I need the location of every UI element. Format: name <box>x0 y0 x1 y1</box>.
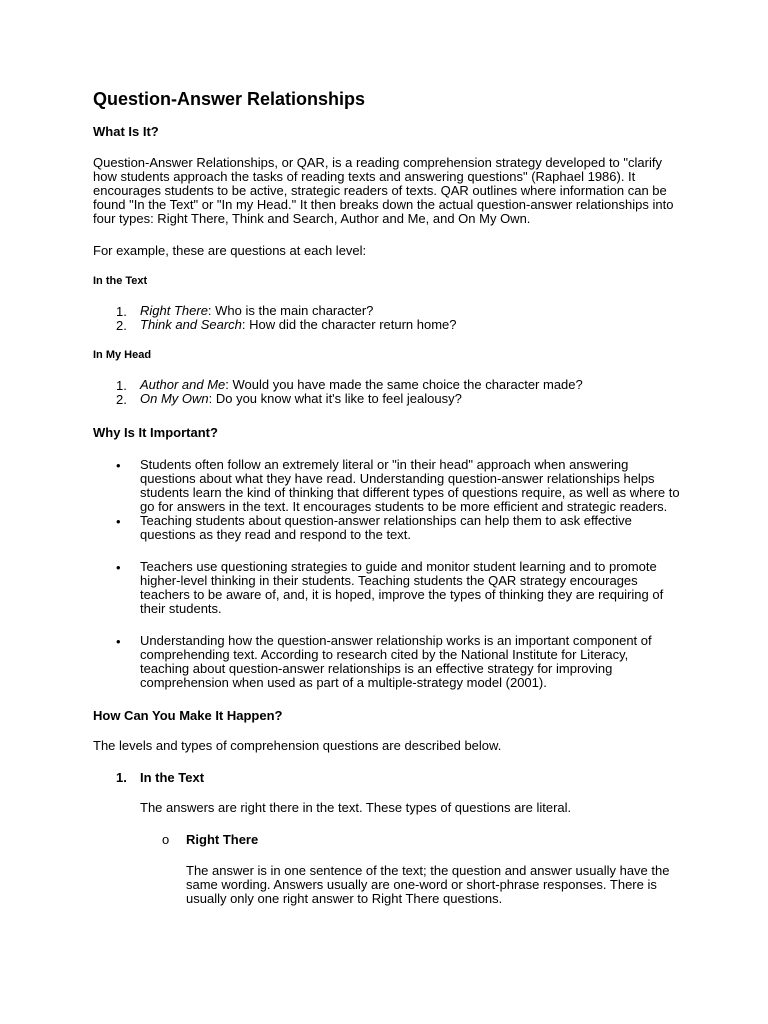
list-item-text: : How did the character return home? <box>241 317 457 332</box>
list-item-text: : Do you know what it's like to feel jealousy? <box>208 391 462 406</box>
section-heading-what: What Is It? <box>93 124 159 139</box>
level-heading-in-the-text: In the Text <box>140 770 205 785</box>
list-item <box>140 392 462 406</box>
bullet-item: Understanding how the question-answer relationship works is an important component of comprehending text. According to research cited by the National Institute for Literacy, teaching about question-answer relationships is an effective strategy for improving comprehension when used as part of a multiple-strategy model (2001). <box>140 633 652 690</box>
list-item <box>140 304 373 318</box>
list-item-text: : Who is the main character? <box>207 303 374 318</box>
subtype-heading-right-there: Right There <box>186 832 259 847</box>
bullet-dot: • <box>116 634 121 649</box>
level-description: The answers are right there in the text. These types of questions are literal. <box>140 800 572 815</box>
list-number: 2. <box>116 318 127 333</box>
bullet-item: Students often follow an extremely literal or "in their head" approach when answering questions about what they have read. Understanding question-answer relationships helps students learn the kind of thinking that different types of questions require, as well as where to go for answers in the text. It encourages students to be more efficient and strategic readers. <box>140 457 680 514</box>
page-title: Question-Answer Relationships <box>93 89 366 109</box>
subheading-in-the-text: In the Text <box>93 275 148 287</box>
list-number: 1. <box>116 378 127 393</box>
list-item-term: Author and Me <box>140 377 226 392</box>
what-paragraph: Question-Answer Relationships, or QAR, is a reading comprehension strategy developed to "clarify how students approach the tasks of reading texts and answering questions" (Raphael 1986). It encourages students to be active, strategic readers of texts. QAR outlines where information can be found "In the Text" or "In my Head." It then breaks down the actual question-answer relationships into four types: Right There, Think and Search, Author and Me, and On My Own. <box>93 155 674 226</box>
list-item-term: Right There <box>140 303 208 318</box>
bullet-item: Teaching students about question-answer relationships can help them to ask effective questions as they read and respond to the text. <box>140 513 632 542</box>
list-number: 2. <box>116 392 127 407</box>
list-item-text: : Would you have made the same choice the character made? <box>225 377 583 392</box>
bullet-dot: • <box>116 560 121 575</box>
bullet-dot: • <box>116 458 121 473</box>
list-number: 1. <box>116 304 127 319</box>
section-heading-how: How Can You Make It Happen? <box>93 708 283 723</box>
list-item-term: Think and Search <box>140 317 242 332</box>
list-item <box>140 318 457 332</box>
subtype-description: The answer is in one sentence of the text; the question and answer usually have the same wording. Answers usually are one-word or short-phrase responses. There is usually only one right answer to Right There questions. <box>186 863 670 906</box>
example-intro: For example, these are questions at each level: <box>93 243 367 258</box>
level-number: 1. <box>116 770 127 785</box>
list-item <box>140 378 583 392</box>
bullet-item: Teachers use questioning strategies to guide and monitor student learning and to promote higher-level thinking in their students. Teaching students the QAR strategy encourages teachers to be aware of, and, it is hoped, improve the types of thinking they are requiring of their students. <box>140 559 664 616</box>
section-heading-why: Why Is It Important? <box>93 425 218 440</box>
how-intro: The levels and types of comprehension questions are described below. <box>93 738 502 753</box>
list-item-term: On My Own <box>140 391 209 406</box>
sub-bullet-marker: o <box>162 832 170 847</box>
bullet-dot: • <box>116 514 121 529</box>
subheading-in-my-head: In My Head <box>93 349 152 361</box>
